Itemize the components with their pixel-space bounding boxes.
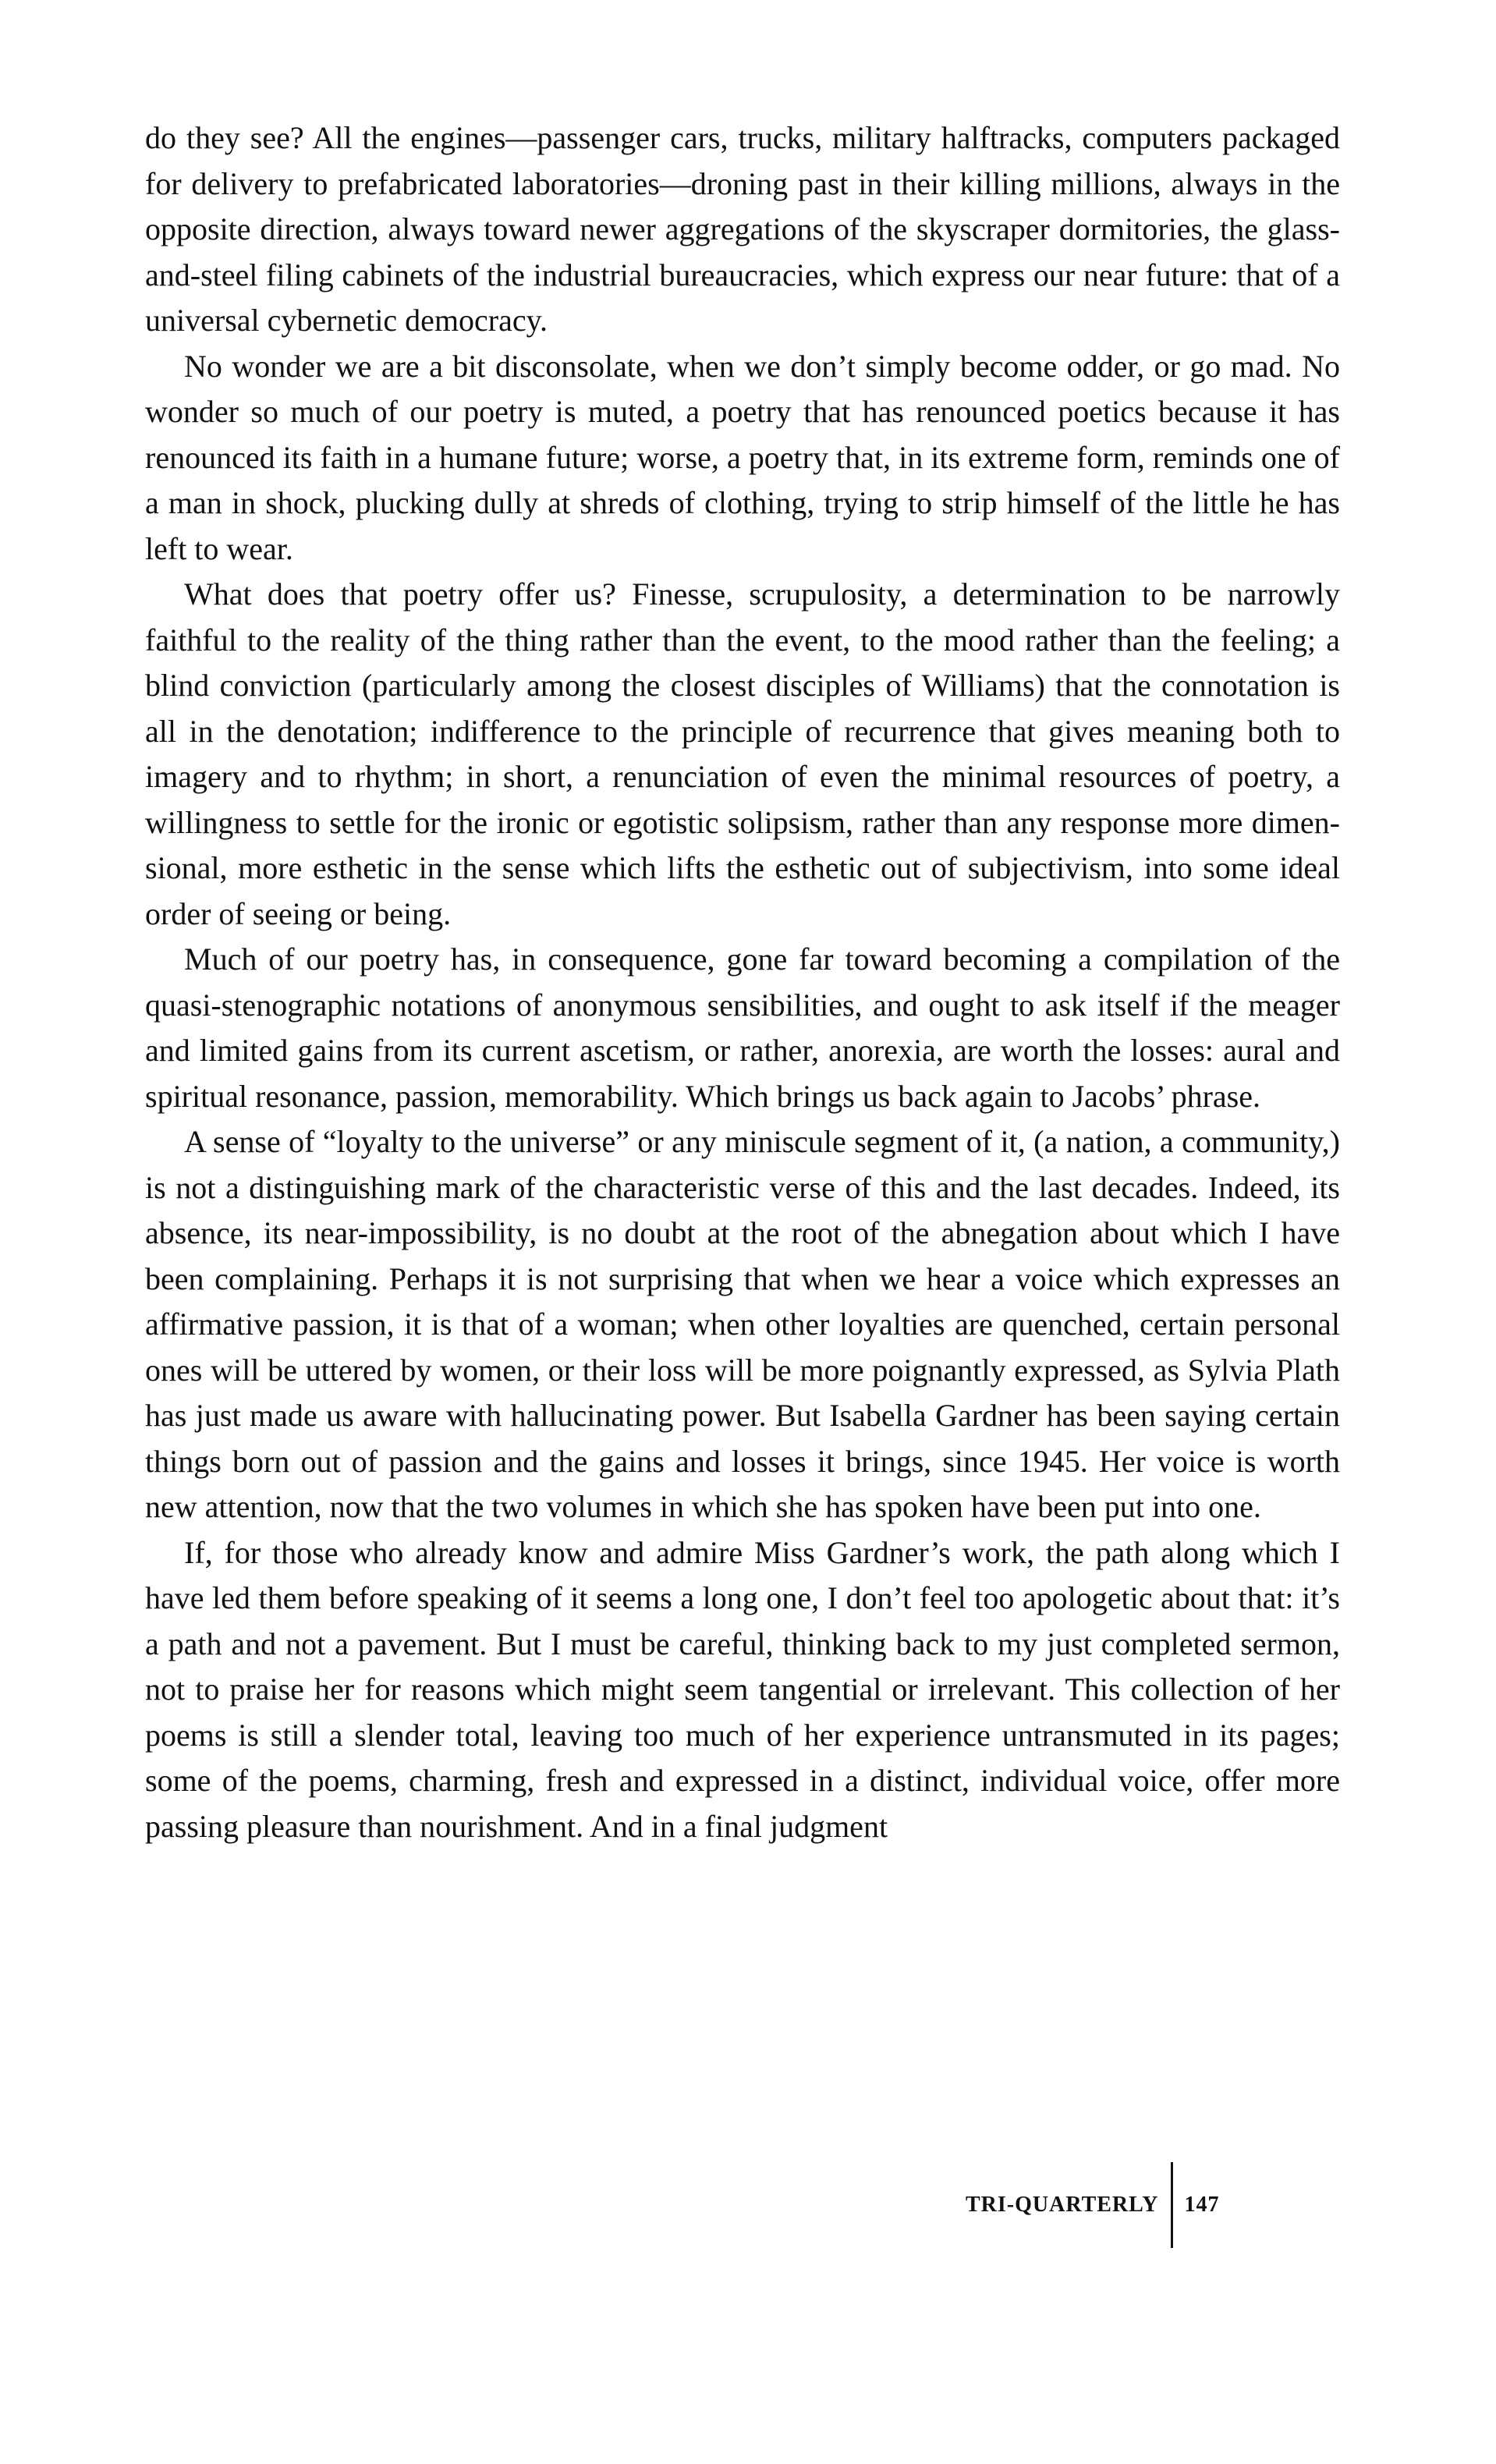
paragraph-5: A sense of “loyalty to the universe” or any miniscule segment of it, (a nation, a community,) is not a distinguishing mark of the characteristic verse of this and the last decades. Indeed, its absence, its near-impossibility, is no doubt at the root of the abnegation about which I have been complaining. Perhaps it is not surprising that when we hear a voice which expresses an affirmative passion, it is that of a woman; when other loyalties are quenched, certain personal ones will be uttered by women, or their loss will be more poignantly expressed, as Sylvia Plath has just made us aware with hallucinating power. But Isabella Gardner has been saying certain things born out of passion and the gains and losses it brings, since 1945. Her voice is worth new attention, now that the two volumes in which she has spoken have been put into one. [145,1124,1340,1524]
footer-divider [1171,2162,1173,2248]
paragraph-2: No wonder we are a bit disconsolate, when we don’t simply become odder, or go mad. No wonder so much of our poetry is muted, a poetry that has renounced poetics because it has renounced its faith in a humane future; worse, a poetry that, in its extreme form, reminds one of a man in shock, plucking dully at shreds of clothing, trying to strip himself of the little he has left to wear. [145,348,1340,566]
journal-name: TRI-QUARTERLY [966,2193,1159,2217]
page-body [145,115,1340,1849]
page-footer [966,2162,1219,2248]
paragraph-3: What does that poetry offer us? Finesse, scrupulosity, a determination to be narrowly faithful to the reality of the thing rather than the event, to the mood rather than the feeling; a blind conviction (particularly among the closest disciples of Williams) that the connotation is all in the denotation; indifference to the principle of recurrence that gives meaning both to imagery and to rhythm; in short, a renunciation of even the minimal resources of poetry, a willingness to settle for the ironic or egotistic solipsism, rather than any response more dimensional, more esthetic in the sense which lifts the esthetic out of subjectivism, into some ideal order of seeing or being. [145,576,1340,931]
paragraph-4: Much of our poetry has, in consequence, gone far toward becoming a compilation of the quasi-stenographic notations of anonymous sensibilities, and ought to ask itself if the meager and limited gains from its current ascetism, or rather, anorexia, are worth the losses: aural and spiritual resonance, passion, memorability. Which brings us back again to Jacobs’ phrase. [145,941,1340,1114]
paragraph-1: do they see? All the engines—passenger cars, trucks, military halftracks, computers packaged for delivery to prefabricated laboratories—droning past in their killing millions, always in the opposite direction, always toward newer aggregations of the skyscraper dormitories, the glass-and-steel filing cabinets of the industrial bureaucracies, which express our near future: that of a universal cybernetic democracy. [145,120,1340,338]
paragraph-6: If, for those who already know and admire Miss Gardner’s work, the path along which I have led them before speaking of it seems a long one, I don’t feel too apologetic about that: it’s a path and not a pavement. But I must be careful, thinking back to my just completed sermon, not to praise her for reasons which might seem tangential or irrelevant. This collection of her poems is still a slender total, leaving too much of her experience untransmuted in its pages; some of the poems, charming, fresh and expressed in a distinct, individual voice, offer more passing pleasure than nourishment. And in a final judgment [145,1534,1340,1844]
page-number: 147 [1184,2193,1220,2217]
